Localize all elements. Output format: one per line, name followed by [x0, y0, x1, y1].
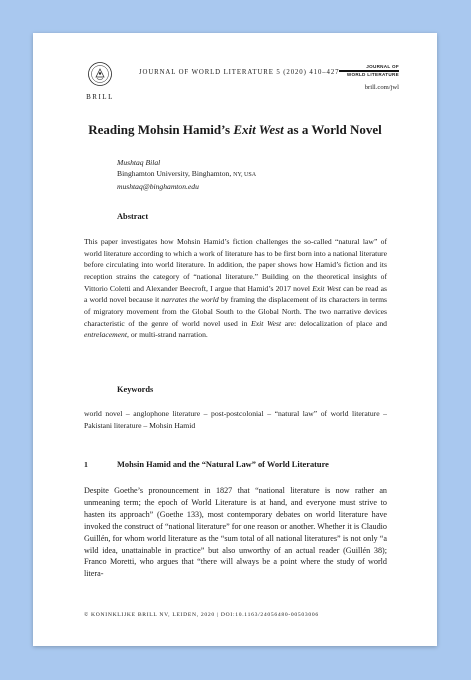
abstract-seg: This paper investigates how Mohsin Hamid’s fiction challenges the so-called “natural law” of world literature according to which a work of literature has to be first born into a national literature before circulating into world literature. In addition, the paper shows how Hamid’s fiction and its reception strains the category of “national literature.” Building on the theoretical insights of Vittorio Coletti and Alexander Beecroft, I argue that Hamid’s 2017 novel: [84, 237, 387, 293]
brill-wordmark: BRILL: [86, 93, 114, 101]
author-name: Mushtaq Bilal: [117, 158, 161, 167]
section-title: Mohsin Hamid and the “Natural Law” of World Literature: [117, 460, 329, 469]
abstract-seg: can be read as a world novel because it: [84, 283, 387, 305]
brill-logo: [83, 61, 117, 101]
abstract-seg: by framing the displacement of its characters in terms of migratory movement from the Global South to the Global North. The two narrative devices characteristic of the genre of world novel used in: [84, 295, 387, 328]
abstract-italic: Exit West: [312, 283, 341, 293]
journal-url-link[interactable]: brill.com/jwl: [364, 84, 399, 91]
author-email-link[interactable]: mushtaq@binghamton.edu: [117, 182, 199, 191]
abstract-heading: Abstract: [117, 212, 149, 221]
abstract-seg: , or multi-strand narration.: [127, 330, 208, 340]
copyright-footer: © KONINKLIJKE BRILL NV, LEIDEN, 2020 | DOI:10.1163/24056480-00503006: [84, 612, 319, 618]
title-italic: Exit West: [233, 122, 284, 137]
article-title: [33, 122, 437, 138]
title-part: Reading Mohsin Hamid’s: [88, 122, 234, 137]
jwl-logo: [339, 64, 399, 77]
abstract-text: [84, 236, 387, 341]
jwl-logo-line2: WORLD LITERATURE: [346, 72, 399, 77]
brill-seal-icon: [87, 61, 113, 91]
affiliation-text: Binghamton University, Binghamton,: [117, 169, 234, 178]
abstract-seg: are: delocalization of place and: [281, 318, 387, 328]
journal-citation: JOURNAL OF WORLD LITERATURE 5 (2020) 410–427: [139, 69, 340, 76]
affiliation-state: NY, USA: [233, 172, 257, 178]
section-body: Despite Goethe’s pronouncement in 1827 that “national literature is now rather an unmeaning term; the epoch of World Literature is at hand, and everyone must strive to hasten its approach” (Goethe 133), most contemporary debates on world literature have invoked the construct of “national literature” for one reason or another. Whether it is Claudio Guillén, for whom world literature as the “sum total of all national literatures” is not only “a wild idea, unattainable in practice” but also unworthy of an actual reader (Guillén 38); Franco Moretti, who argues that “there will always be a point where the study of world litera-: [84, 486, 387, 579]
section-number: 1: [84, 460, 88, 469]
abstract-italic: narrates the world: [161, 295, 219, 305]
keywords-text: world novel – anglophone literature – post-postcolonial – “natural law” of world literature – Pakistani literature – Mohsin Hamid: [84, 409, 387, 430]
author-affiliation: [117, 168, 256, 181]
article-page: [33, 33, 437, 646]
abstract-italic: Exit West: [251, 318, 282, 328]
jwl-logo-line1: JOURNAL OF: [366, 64, 399, 69]
title-part: as a World Novel: [283, 122, 382, 137]
author-block: [117, 157, 256, 192]
keywords-heading: Keywords: [117, 385, 154, 394]
abstract-italic: entrelacement: [84, 330, 127, 340]
